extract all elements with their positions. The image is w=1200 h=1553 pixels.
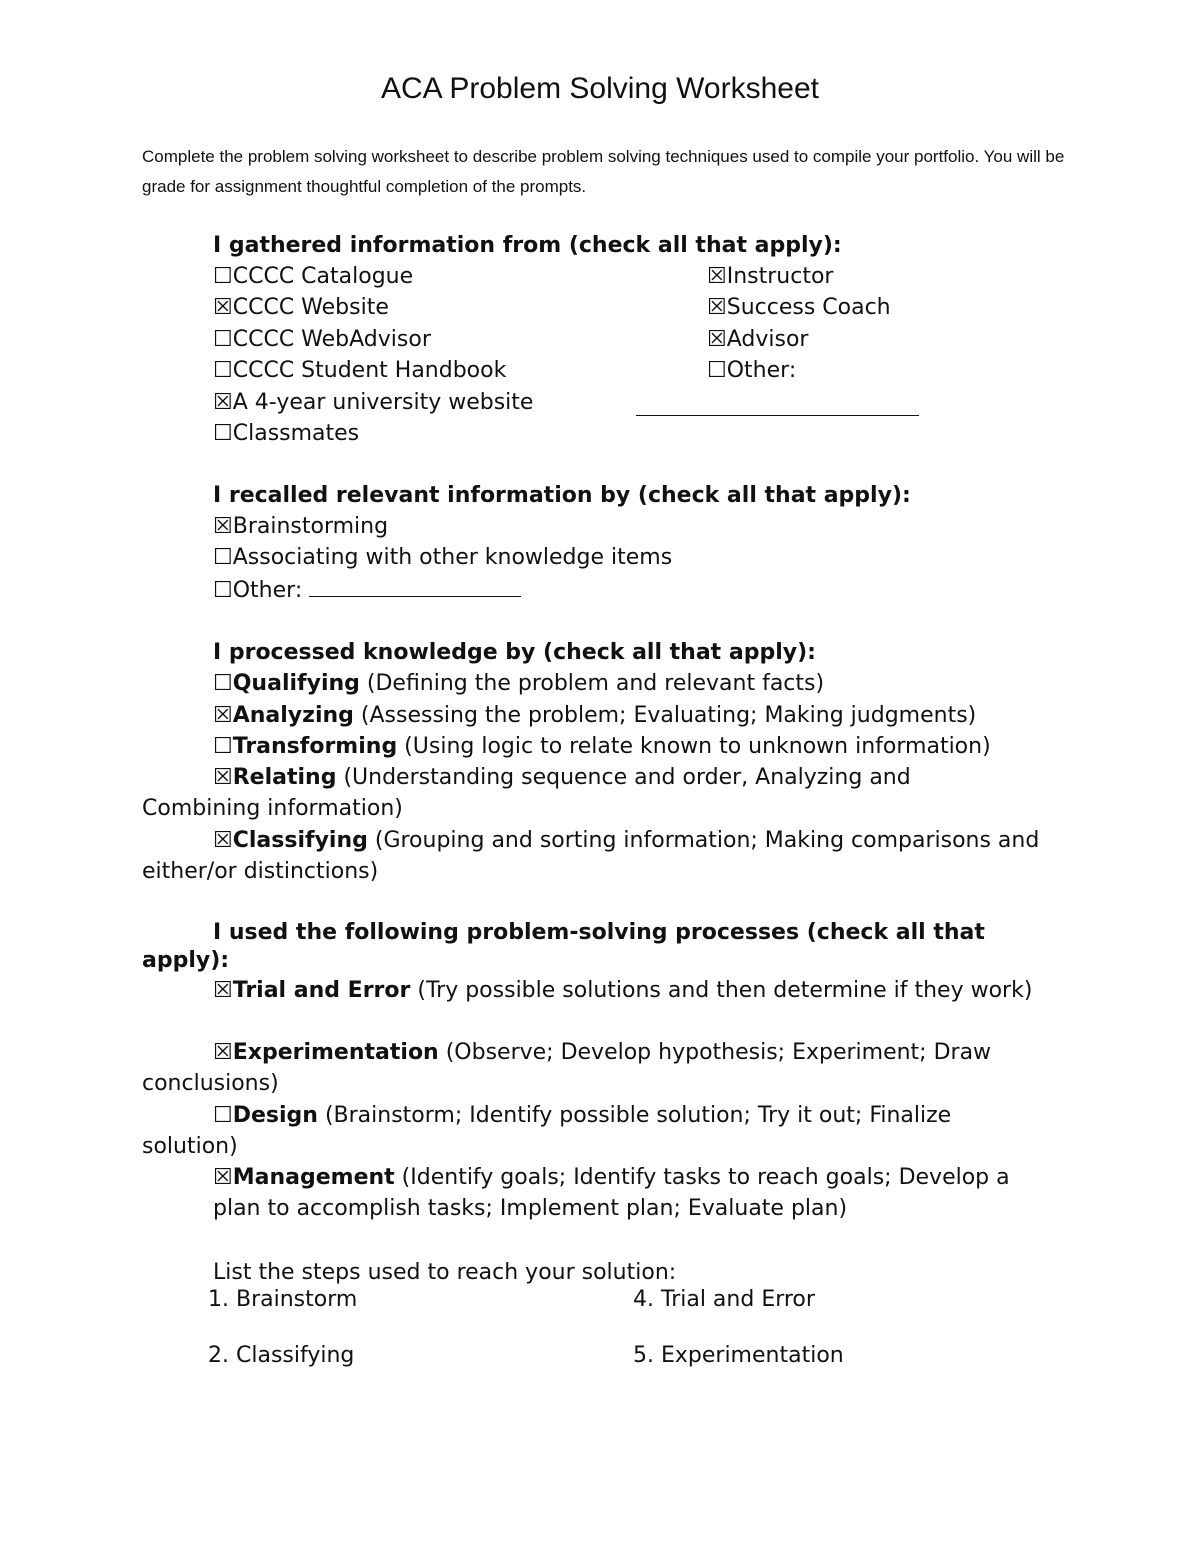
checkbox-icon[interactable]: ☐: [213, 327, 233, 352]
gathered-option[interactable]: ☒CCCC Website: [213, 295, 389, 320]
process-option[interactable]: ☒Management (Identify goals; Identify tasks to reach goals; Develop a plan to accomplish tasks; Implement plan; Evaluate plan): [213, 1165, 1010, 1221]
processed-option[interactable]: ☒Relating (Understanding sequence and order, Analyzing and Combining information): [142, 765, 911, 821]
checkbox-icon[interactable]: ☒: [707, 264, 727, 289]
intro-text: Complete the problem solving worksheet to describe problem solving techniques used to compile your portfolio. You will be grade for assignment thoughtful completion of the prompts.: [142, 147, 1065, 196]
recalled-option[interactable]: ☐Associating with other knowledge items: [213, 545, 673, 570]
recalled-option[interactable]: ☒Brainstorming: [213, 514, 389, 539]
checkbox-icon[interactable]: ☒: [213, 295, 233, 320]
checkbox-icon[interactable]: ☐: [213, 545, 233, 570]
checkbox-icon[interactable]: ☐: [213, 358, 233, 383]
checkbox-icon[interactable]: ☒: [213, 978, 233, 1003]
checkbox-icon[interactable]: ☐: [213, 734, 233, 759]
gathered-option[interactable]: ☐CCCC Student Handbook: [213, 358, 507, 383]
process-option[interactable]: ☒Trial and Error (Try possible solutions and then determine if they work): [213, 978, 1033, 1003]
processed-option[interactable]: ☐Qualifying (Defining the problem and relevant facts): [213, 671, 825, 696]
step-item: 1. Brainstorm: [208, 1287, 358, 1312]
gathered-option[interactable]: ☐CCCC WebAdvisor: [213, 327, 431, 352]
checkbox-icon[interactable]: ☒: [707, 295, 727, 320]
steps-heading: List the steps used to reach your solution:: [213, 1260, 677, 1285]
other-blank-line[interactable]: [309, 574, 521, 597]
gathered-option[interactable]: ☒Advisor: [707, 327, 809, 352]
gathered-option[interactable]: ☐CCCC Catalogue: [213, 264, 414, 289]
checkbox-icon[interactable]: ☐: [707, 358, 727, 383]
process-option[interactable]: ☐Design (Brainstorm; Identify possible solution; Try it out; Finalize solution): [142, 1103, 952, 1159]
checkbox-icon[interactable]: ☒: [213, 390, 233, 415]
checkbox-icon[interactable]: ☒: [213, 514, 233, 539]
checkbox-icon[interactable]: ☐: [213, 264, 233, 289]
gathered-heading: I gathered information from (check all that apply):: [213, 233, 842, 258]
processes-heading: I used the following problem-solving processes (check all that apply):: [142, 920, 985, 973]
page-title: ACA Problem Solving Worksheet: [381, 72, 819, 105]
gathered-option[interactable]: ☐Classmates: [213, 421, 360, 446]
step-item: 4. Trial and Error: [633, 1287, 815, 1312]
checkbox-icon[interactable]: ☒: [213, 1165, 233, 1190]
checkbox-icon[interactable]: ☒: [213, 765, 233, 790]
checkbox-icon[interactable]: ☒: [213, 1040, 233, 1065]
step-item: 5. Experimentation: [633, 1343, 844, 1368]
checkbox-icon[interactable]: ☐: [213, 421, 233, 446]
step-item: 2. Classifying: [208, 1343, 355, 1368]
recalled-heading: I recalled relevant information by (check all that apply):: [213, 483, 911, 508]
checkbox-icon[interactable]: ☒: [213, 703, 233, 728]
gathered-option[interactable]: ☐Other:: [707, 358, 797, 383]
processed-option[interactable]: ☐Transforming (Using logic to relate known to unknown information): [213, 734, 991, 759]
process-option[interactable]: ☒Experimentation (Observe; Develop hypothesis; Experiment; Draw conclusions): [142, 1040, 992, 1096]
processed-option[interactable]: ☒Analyzing (Assessing the problem; Evaluating; Making judgments): [213, 703, 977, 728]
checkbox-icon[interactable]: ☐: [213, 671, 233, 696]
processed-heading: I processed knowledge by (check all that apply):: [213, 640, 816, 665]
gathered-option[interactable]: ☒A 4-year university website: [213, 390, 534, 415]
checkbox-icon[interactable]: ☐: [213, 578, 233, 603]
checkbox-icon[interactable]: ☐: [213, 1103, 233, 1128]
other-blank-line[interactable]: [636, 415, 919, 416]
checkbox-icon[interactable]: ☒: [213, 828, 233, 853]
gathered-option[interactable]: ☒Instructor: [707, 264, 834, 289]
recalled-option[interactable]: ☐Other:: [213, 574, 521, 606]
gathered-option[interactable]: ☒Success Coach: [707, 295, 891, 320]
checkbox-icon[interactable]: ☒: [707, 327, 727, 352]
processed-option[interactable]: ☒Classifying (Grouping and sorting information; Making comparisons and either/or distinctions): [142, 828, 1040, 884]
